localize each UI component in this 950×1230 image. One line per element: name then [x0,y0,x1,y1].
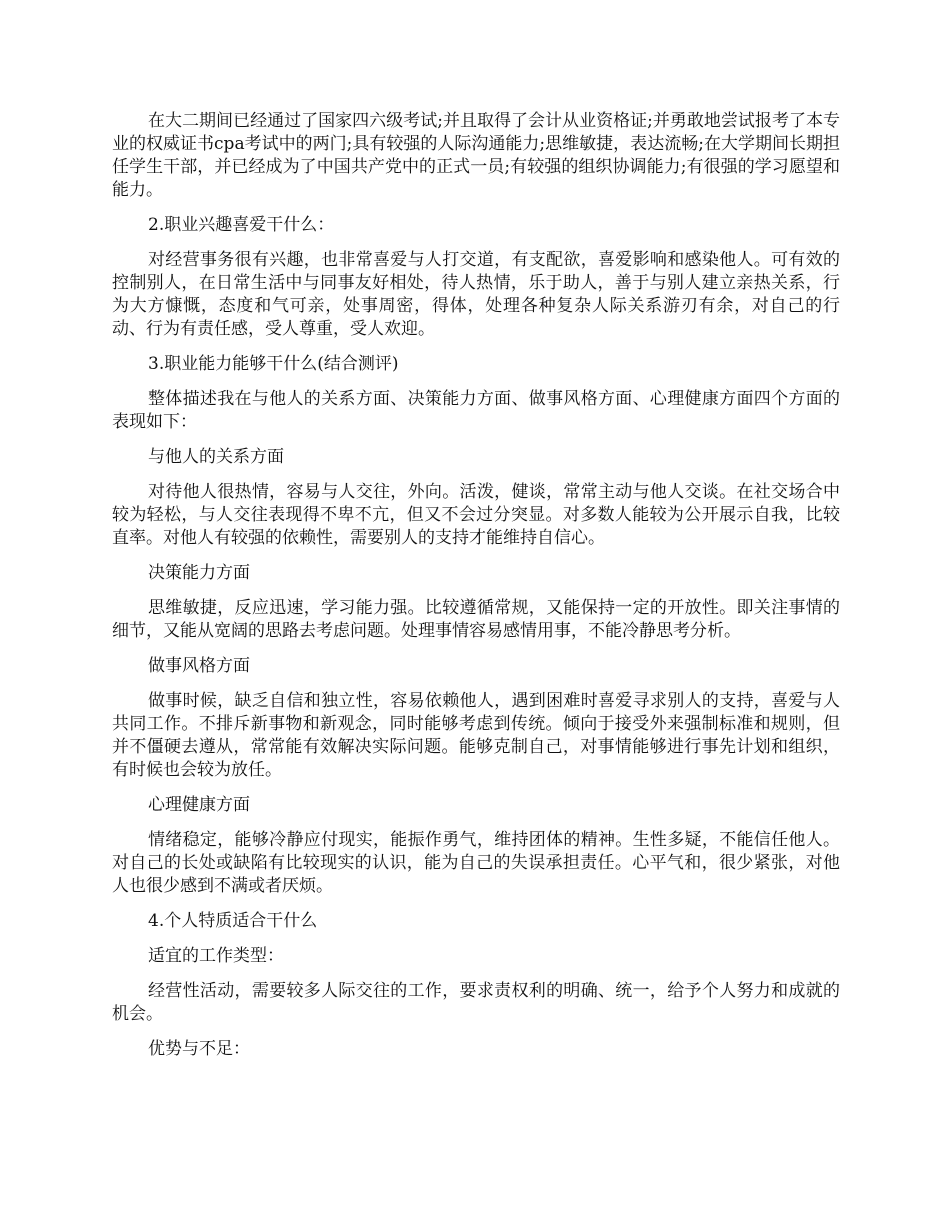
paragraph: 整体描述我在与他人的关系方面、决策能力方面、做事风格方面、心理健康方面四个方面的表现如下： [112,389,840,432]
subsection-heading: 心理健康方面 [148,795,250,815]
section-heading: 4.个人特质适合干什么 [148,911,318,931]
subsection-heading: 做事风格方面 [148,656,250,676]
subsection-heading: 与他人的关系方面 [148,447,284,467]
paragraph: 对待他人很热情，容易与人交往，外向。活泼，健谈，常常主动与他人交谈。在社交场合中较为轻松，与人交往表现得不卑不亢，但又不会过分突显。对多数人能较为公开展示自我，比较直率。对他人有较强的依赖性，需要别人的支持才能维持自信心。 [112,482,840,548]
subsection-heading: 优势与不足： [148,1039,250,1059]
subsection-heading: 决策能力方面 [148,563,250,583]
paragraph: 做事时候，缺乏自信和独立性，容易依赖他人，遇到困难时喜爱寻求别人的支持，喜爱与人共同工作。不排斥新事物和新观念，同时能够考虑到传统。倾向于接受外来强制标准和规则，但并不僵硬去遵从，常常能有效解决实际问题。能够克制自己，对事情能够进行事先计划和组织，有时候也会较为放任。 [112,691,840,780]
document-body [112,110,840,1073]
paragraph: 经营性活动，需要较多人际交往的工作，要求责权利的明确、统一，给予个人努力和成就的机会。 [112,981,840,1024]
paragraph: 在大二期间已经通过了国家四六级考试;并且取得了会计从业资格证;并勇敢地尝试报考了本专业的权威证书cpa考试中的两门;具有较强的人际沟通能力;思维敏捷，表达流畅;在大学期间长期担任学生干部，并已经成为了中国共产党中的正式一员;有较强的组织协调能力;有很强的学习愿望和能力。 [112,111,840,200]
paragraph: 对经营事务很有兴趣，也非常喜爱与人打交道，有支配欲，喜爱影响和感染他人。可有效的控制别人，在日常生活中与同事友好相处，待人热情，乐于助人，善于与别人建立亲热关系，行为大方慷慨，态度和气可亲，处事周密，得体，处理各种复杂人际关系游刃有余，对自己的行动、行为有责任感，受人尊重，受人欢迎。 [112,250,840,339]
section-heading: 3.职业能力能够干什么(结合测评) [148,354,399,374]
subsection-heading: 适宜的工作类型： [148,946,284,966]
paragraph: 思维敏捷，反应迅速，学习能力强。比较遵循常规，又能保持一定的开放性。即关注事情的细节，又能从宽阔的思路去考虑问题。处理事情容易感情用事，不能冷静思考分析。 [112,598,840,641]
paragraph: 情绪稳定，能够冷静应付现实，能振作勇气，维持团体的精神。生性多疑，不能信任他人。对自己的长处或缺陷有比较现实的认识，能为自己的失误承担责任。心平气和，很少紧张，对他人也很少感到不满或者厌烦。 [112,830,840,896]
section-heading: 2.职业兴趣喜爱干什么： [148,215,335,235]
